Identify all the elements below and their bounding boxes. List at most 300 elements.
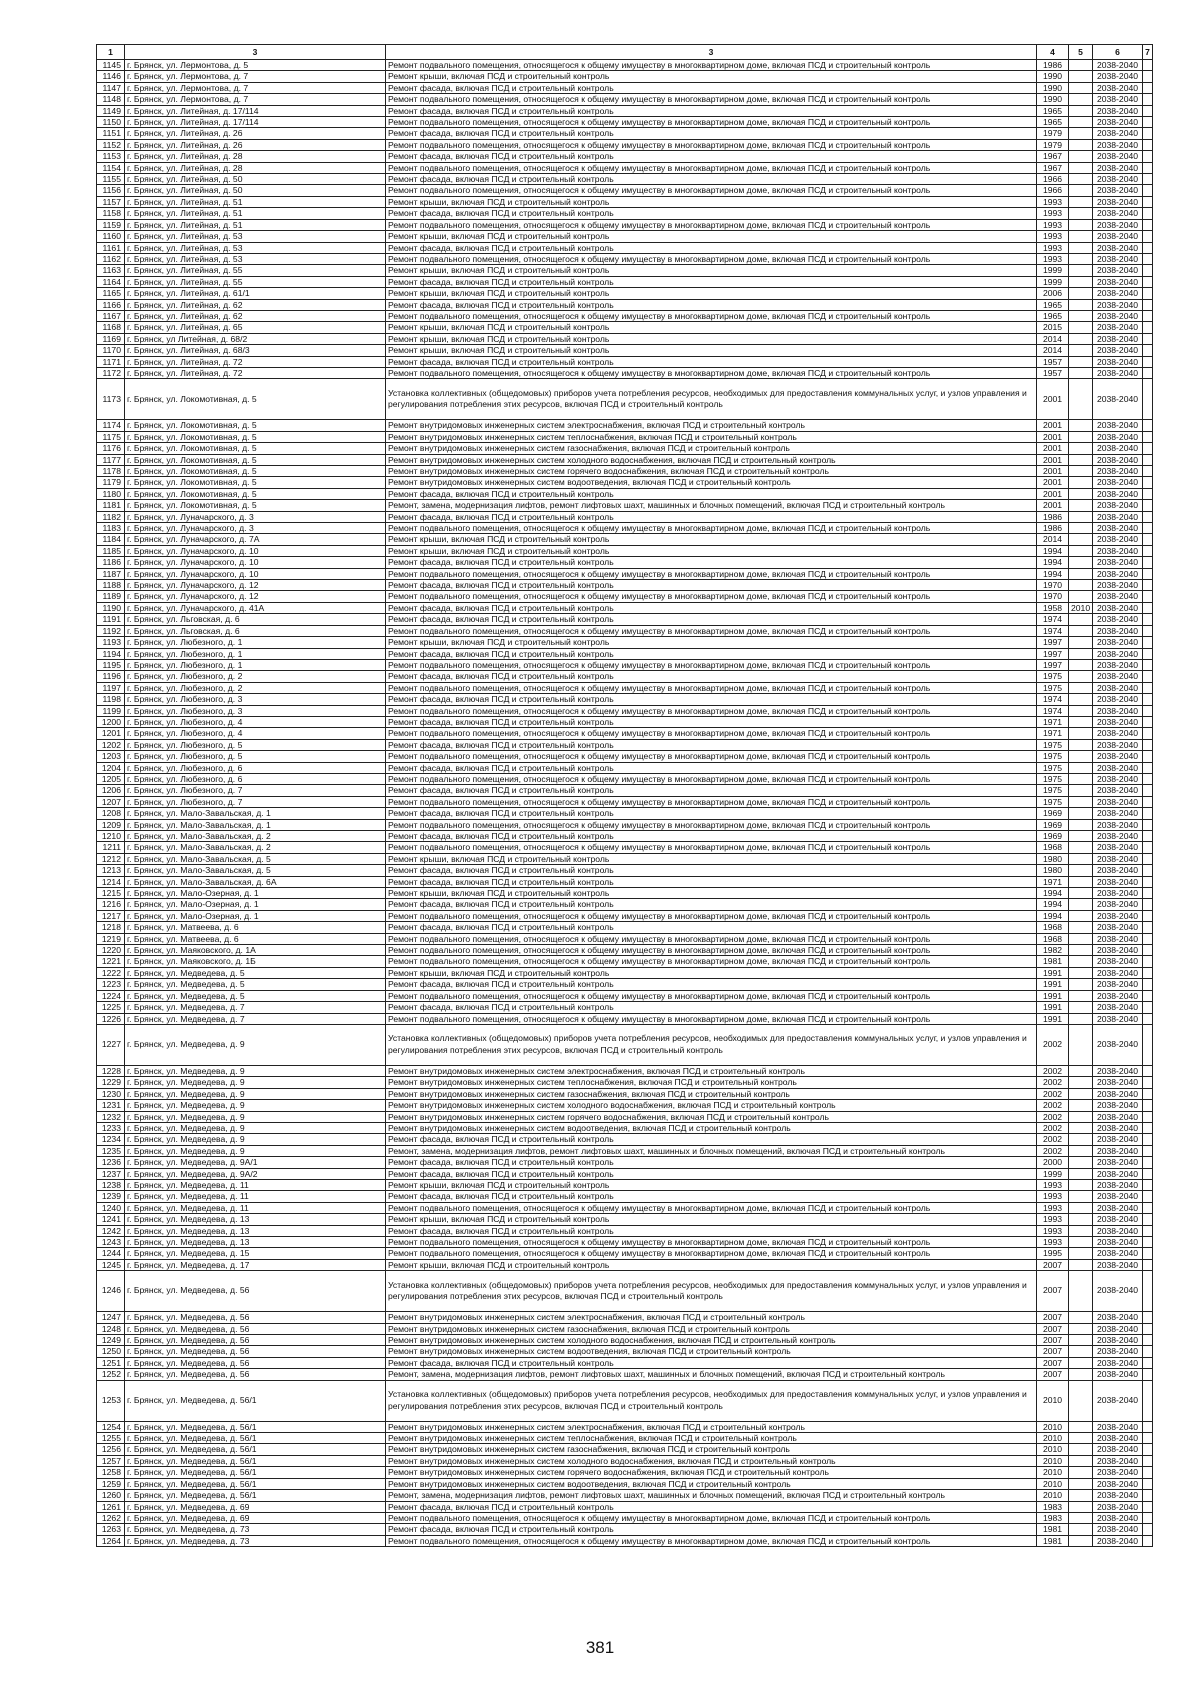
work-type-cell: Ремонт фасада, включая ПСД и строительный контроль bbox=[386, 1134, 1037, 1145]
build-year-cell: 1983 bbox=[1037, 1501, 1069, 1512]
last-repair-year-cell bbox=[1069, 356, 1093, 367]
row-number-cell: 1151 bbox=[97, 128, 125, 139]
address-cell: г. Брянск, ул. Матвеева, д. 6 bbox=[125, 922, 386, 933]
last-repair-year-cell bbox=[1069, 967, 1093, 978]
table-row bbox=[97, 174, 1153, 185]
last-repair-year-cell bbox=[1069, 910, 1093, 921]
address-cell: г. Брянск, ул. Медведева, д. 9 bbox=[125, 1024, 386, 1065]
last-repair-year-cell bbox=[1069, 1271, 1093, 1312]
extra-cell bbox=[1143, 831, 1153, 842]
table-row bbox=[97, 659, 1153, 670]
last-repair-year-cell bbox=[1069, 831, 1093, 842]
last-repair-year-cell bbox=[1069, 1157, 1093, 1168]
row-number-cell: 1218 bbox=[97, 922, 125, 933]
last-repair-year-cell bbox=[1069, 466, 1093, 477]
work-type-cell: Ремонт подвального помещения, относящегося к общему имуществу в многоквартирном доме, включая ПСД и строительный контроль bbox=[386, 1512, 1037, 1523]
row-number-cell: 1145 bbox=[97, 60, 125, 71]
address-cell: г. Брянск, ул. Медведева, д. 11 bbox=[125, 1191, 386, 1202]
extra-cell bbox=[1143, 1111, 1153, 1122]
last-repair-year-cell bbox=[1069, 139, 1093, 150]
extra-cell bbox=[1143, 219, 1153, 230]
build-year-cell: 1991 bbox=[1037, 990, 1069, 1001]
address-cell: г. Брянск, ул. Медведева, д. 56/1 bbox=[125, 1380, 386, 1421]
planned-period-cell: 2038-2040 bbox=[1093, 1088, 1143, 1099]
table-row bbox=[97, 888, 1153, 899]
work-type-cell: Ремонт подвального помещения, относящегося к общему имуществу в многоквартирном доме, включая ПСД и строительный контроль bbox=[386, 591, 1037, 602]
row-number-cell: 1193 bbox=[97, 637, 125, 648]
planned-period-cell: 2038-2040 bbox=[1093, 1179, 1143, 1190]
row-number-cell: 1155 bbox=[97, 174, 125, 185]
build-year-cell: 1971 bbox=[1037, 716, 1069, 727]
extra-cell bbox=[1143, 967, 1153, 978]
extra-cell bbox=[1143, 1100, 1153, 1111]
row-number-cell: 1235 bbox=[97, 1145, 125, 1156]
last-repair-year-cell bbox=[1069, 431, 1093, 442]
row-number-cell: 1219 bbox=[97, 933, 125, 944]
work-type-cell: Ремонт подвального помещения, относящегося к общему имуществу в многоквартирном доме, включая ПСД и строительный контроль bbox=[386, 139, 1037, 150]
extra-cell bbox=[1143, 1369, 1153, 1380]
extra-cell bbox=[1143, 139, 1153, 150]
last-repair-year-cell bbox=[1069, 1145, 1093, 1156]
build-year-cell: 1993 bbox=[1037, 231, 1069, 242]
planned-period-cell: 2038-2040 bbox=[1093, 71, 1143, 82]
extra-cell bbox=[1143, 602, 1153, 613]
last-repair-year-cell bbox=[1069, 1134, 1093, 1145]
build-year-cell: 1968 bbox=[1037, 933, 1069, 944]
row-number-cell: 1214 bbox=[97, 876, 125, 887]
extra-cell bbox=[1143, 208, 1153, 219]
extra-cell bbox=[1143, 910, 1153, 921]
build-year-cell: 1971 bbox=[1037, 728, 1069, 739]
row-number-cell: 1213 bbox=[97, 865, 125, 876]
work-type-cell: Ремонт фасада, включая ПСД и строительный контроль bbox=[386, 1225, 1037, 1236]
build-year-cell: 1993 bbox=[1037, 1225, 1069, 1236]
work-type-cell: Ремонт фасада, включая ПСД и строительный контроль bbox=[386, 1168, 1037, 1179]
work-type-cell: Ремонт фасада, включая ПСД и строительный контроль bbox=[386, 151, 1037, 162]
extra-cell bbox=[1143, 128, 1153, 139]
row-number-cell: 1165 bbox=[97, 288, 125, 299]
address-cell: г. Брянск, ул. Лермонтова, д. 5 bbox=[125, 60, 386, 71]
row-number-cell: 1220 bbox=[97, 945, 125, 956]
row-number-cell: 1178 bbox=[97, 466, 125, 477]
address-cell: г. Брянск, ул. Локомотивная, д. 5 bbox=[125, 431, 386, 442]
table-row bbox=[97, 1478, 1153, 1489]
address-cell: г. Брянск, ул. Любезного, д. 4 bbox=[125, 716, 386, 727]
address-cell: г. Брянск, ул. Медведева, д. 56 bbox=[125, 1369, 386, 1380]
last-repair-year-cell bbox=[1069, 796, 1093, 807]
last-repair-year-cell bbox=[1069, 1077, 1093, 1088]
address-cell: г. Брянск, ул. Любезного, д. 1 bbox=[125, 648, 386, 659]
row-number-cell: 1159 bbox=[97, 219, 125, 230]
build-year-cell: 2014 bbox=[1037, 534, 1069, 545]
last-repair-year-cell bbox=[1069, 162, 1093, 173]
build-year-cell: 1993 bbox=[1037, 242, 1069, 253]
row-number-cell: 1187 bbox=[97, 568, 125, 579]
extra-cell bbox=[1143, 477, 1153, 488]
planned-period-cell: 2038-2040 bbox=[1093, 151, 1143, 162]
row-number-cell: 1226 bbox=[97, 1013, 125, 1024]
table-row bbox=[97, 466, 1153, 477]
build-year-cell: 1967 bbox=[1037, 162, 1069, 173]
planned-period-cell: 2038-2040 bbox=[1093, 602, 1143, 613]
extra-cell bbox=[1143, 716, 1153, 727]
row-number-cell: 1216 bbox=[97, 899, 125, 910]
address-cell: г. Брянск, ул. Мало-Озерная, д. 1 bbox=[125, 910, 386, 921]
work-type-cell: Ремонт внутридомовых инженерных систем водоотведения, включая ПСД и строительный контроль bbox=[386, 1122, 1037, 1133]
planned-period-cell: 2038-2040 bbox=[1093, 1346, 1143, 1357]
planned-period-cell: 2038-2040 bbox=[1093, 625, 1143, 636]
work-type-cell: Ремонт подвального помещения, относящегося к общему имуществу в многоквартирном доме, включая ПСД и строительный контроль bbox=[386, 819, 1037, 830]
extra-cell bbox=[1143, 922, 1153, 933]
build-year-cell: 2002 bbox=[1037, 1111, 1069, 1122]
address-cell: г. Брянск, ул. Литейная, д. 53 bbox=[125, 242, 386, 253]
last-repair-year-cell bbox=[1069, 219, 1093, 230]
build-year-cell: 1969 bbox=[1037, 831, 1069, 842]
row-number-cell: 1204 bbox=[97, 762, 125, 773]
table-row bbox=[97, 625, 1153, 636]
last-repair-year-cell bbox=[1069, 785, 1093, 796]
build-year-cell: 1968 bbox=[1037, 842, 1069, 853]
row-number-cell: 1171 bbox=[97, 356, 125, 367]
table-row bbox=[97, 379, 1153, 420]
row-number-cell: 1211 bbox=[97, 842, 125, 853]
row-number-cell: 1240 bbox=[97, 1202, 125, 1213]
row-number-cell: 1154 bbox=[97, 162, 125, 173]
planned-period-cell: 2038-2040 bbox=[1093, 139, 1143, 150]
work-type-cell: Ремонт фасада, включая ПСД и строительный контроль bbox=[386, 1501, 1037, 1512]
last-repair-year-cell bbox=[1069, 580, 1093, 591]
extra-cell bbox=[1143, 705, 1153, 716]
build-year-cell: 1981 bbox=[1037, 1535, 1069, 1546]
address-cell: г. Брянск, ул. Медведева, д. 56/1 bbox=[125, 1478, 386, 1489]
last-repair-year-cell bbox=[1069, 1467, 1093, 1478]
row-number-cell: 1179 bbox=[97, 477, 125, 488]
planned-period-cell: 2038-2040 bbox=[1093, 967, 1143, 978]
planned-period-cell: 2038-2040 bbox=[1093, 1357, 1143, 1368]
last-repair-year-cell bbox=[1069, 500, 1093, 511]
address-cell: г. Брянск, ул. Локомотивная, д. 5 bbox=[125, 420, 386, 431]
work-type-cell: Ремонт внутридомовых инженерных систем газоснабжения, включая ПСД и строительный контроль bbox=[386, 443, 1037, 454]
last-repair-year-cell bbox=[1069, 705, 1093, 716]
table-row bbox=[97, 196, 1153, 207]
address-cell: г. Брянск, ул. Локомотивная, д. 5 bbox=[125, 488, 386, 499]
table-row bbox=[97, 242, 1153, 253]
build-year-cell: 2007 bbox=[1037, 1259, 1069, 1270]
extra-cell bbox=[1143, 1122, 1153, 1133]
address-cell: г. Брянск, ул. Медведева, д. 56/1 bbox=[125, 1490, 386, 1501]
planned-period-cell: 2038-2040 bbox=[1093, 1237, 1143, 1248]
row-number-cell: 1222 bbox=[97, 967, 125, 978]
row-number-cell: 1146 bbox=[97, 71, 125, 82]
table-row bbox=[97, 557, 1153, 568]
last-repair-year-cell bbox=[1069, 1168, 1093, 1179]
last-repair-year-cell bbox=[1069, 196, 1093, 207]
row-number-cell: 1163 bbox=[97, 265, 125, 276]
row-number-cell: 1181 bbox=[97, 500, 125, 511]
extra-cell bbox=[1143, 1271, 1153, 1312]
build-year-cell: 1970 bbox=[1037, 580, 1069, 591]
table-row bbox=[97, 1111, 1153, 1122]
planned-period-cell: 2038-2040 bbox=[1093, 105, 1143, 116]
extra-cell bbox=[1143, 1478, 1153, 1489]
last-repair-year-cell bbox=[1069, 1259, 1093, 1270]
table-row bbox=[97, 945, 1153, 956]
planned-period-cell: 2038-2040 bbox=[1093, 842, 1143, 853]
work-type-cell: Ремонт подвального помещения, относящегося к общему имуществу в многоквартирном доме, включая ПСД и строительный контроль bbox=[386, 773, 1037, 784]
row-number-cell: 1250 bbox=[97, 1346, 125, 1357]
extra-cell bbox=[1143, 819, 1153, 830]
row-number-cell: 1199 bbox=[97, 705, 125, 716]
planned-period-cell: 2038-2040 bbox=[1093, 1024, 1143, 1065]
extra-cell bbox=[1143, 1535, 1153, 1546]
last-repair-year-cell bbox=[1069, 614, 1093, 625]
planned-period-cell: 2038-2040 bbox=[1093, 739, 1143, 750]
row-number-cell: 1223 bbox=[97, 979, 125, 990]
extra-cell bbox=[1143, 1467, 1153, 1478]
planned-period-cell: 2038-2040 bbox=[1093, 888, 1143, 899]
table-row bbox=[97, 288, 1153, 299]
last-repair-year-cell bbox=[1069, 488, 1093, 499]
table-row bbox=[97, 94, 1153, 105]
last-repair-year-cell bbox=[1069, 185, 1093, 196]
table-row bbox=[97, 694, 1153, 705]
last-repair-year-cell bbox=[1069, 728, 1093, 739]
address-cell: г. Брянск, ул. Любезного, д. 3 bbox=[125, 705, 386, 716]
planned-period-cell: 2038-2040 bbox=[1093, 580, 1143, 591]
build-year-cell: 1975 bbox=[1037, 682, 1069, 693]
address-cell: г. Брянск, ул. Мало-Озерная, д. 1 bbox=[125, 899, 386, 910]
build-year-cell: 2001 bbox=[1037, 443, 1069, 454]
work-type-cell: Ремонт фасада, включая ПСД и строительный контроль bbox=[386, 1002, 1037, 1013]
planned-period-cell: 2038-2040 bbox=[1093, 648, 1143, 659]
build-year-cell: 1967 bbox=[1037, 151, 1069, 162]
row-number-cell: 1231 bbox=[97, 1100, 125, 1111]
extra-cell bbox=[1143, 682, 1153, 693]
extra-cell bbox=[1143, 488, 1153, 499]
table-row bbox=[97, 580, 1153, 591]
last-repair-year-cell bbox=[1069, 1248, 1093, 1259]
extra-cell bbox=[1143, 356, 1153, 367]
table-row bbox=[97, 808, 1153, 819]
table-row bbox=[97, 322, 1153, 333]
table-row bbox=[97, 648, 1153, 659]
last-repair-year-cell bbox=[1069, 94, 1093, 105]
planned-period-cell: 2038-2040 bbox=[1093, 922, 1143, 933]
planned-period-cell: 2038-2040 bbox=[1093, 705, 1143, 716]
extra-cell bbox=[1143, 253, 1153, 264]
work-type-cell: Ремонт крыши, включая ПСД и строительный контроль bbox=[386, 71, 1037, 82]
table-row bbox=[97, 1088, 1153, 1099]
work-type-cell: Ремонт внутридомовых инженерных систем газоснабжения, включая ПСД и строительный контроль bbox=[386, 1088, 1037, 1099]
row-number-cell: 1149 bbox=[97, 105, 125, 116]
table-row bbox=[97, 534, 1153, 545]
work-type-cell: Ремонт фасада, включая ПСД и строительный контроль bbox=[386, 716, 1037, 727]
header-cell: 5 bbox=[1069, 45, 1093, 60]
extra-cell bbox=[1143, 637, 1153, 648]
build-year-cell: 2002 bbox=[1037, 1024, 1069, 1065]
work-type-cell: Ремонт внутридомовых инженерных систем электроснабжения, включая ПСД и строительный контроль bbox=[386, 420, 1037, 431]
last-repair-year-cell bbox=[1069, 739, 1093, 750]
row-number-cell: 1157 bbox=[97, 196, 125, 207]
extra-cell bbox=[1143, 454, 1153, 465]
build-year-cell: 1993 bbox=[1037, 219, 1069, 230]
work-type-cell: Ремонт фасада, включая ПСД и строительный контроль bbox=[386, 511, 1037, 522]
planned-period-cell: 2038-2040 bbox=[1093, 933, 1143, 944]
table-row bbox=[97, 762, 1153, 773]
address-cell: г. Брянск, ул. Локомотивная, д. 5 bbox=[125, 454, 386, 465]
work-type-cell: Ремонт, замена, модернизация лифтов, ремонт лифтовых шахт, машинных и блочных помещений, включая ПСД и строительный контроль bbox=[386, 500, 1037, 511]
last-repair-year-cell bbox=[1069, 443, 1093, 454]
address-cell: г. Брянск, ул. Любезного, д. 1 bbox=[125, 637, 386, 648]
address-cell: г. Брянск, ул. Медведева, д. 56/1 bbox=[125, 1421, 386, 1432]
last-repair-year-cell bbox=[1069, 523, 1093, 534]
extra-cell bbox=[1143, 1335, 1153, 1346]
last-repair-year-cell bbox=[1069, 242, 1093, 253]
last-repair-year-cell bbox=[1069, 128, 1093, 139]
extra-cell bbox=[1143, 71, 1153, 82]
work-type-cell: Ремонт подвального помещения, относящегося к общему имуществу в многоквартирном доме, включая ПСД и строительный контроль bbox=[386, 1202, 1037, 1213]
planned-period-cell: 2038-2040 bbox=[1093, 694, 1143, 705]
build-year-cell: 2007 bbox=[1037, 1323, 1069, 1334]
build-year-cell: 1993 bbox=[1037, 1191, 1069, 1202]
work-type-cell: Ремонт фасада, включая ПСД и строительный контроль bbox=[386, 808, 1037, 819]
table-row bbox=[97, 253, 1153, 264]
work-type-cell: Ремонт внутридомовых инженерных систем теплоснабжения, включая ПСД и строительный контроль bbox=[386, 431, 1037, 442]
row-number-cell: 1212 bbox=[97, 853, 125, 864]
row-number-cell: 1253 bbox=[97, 1380, 125, 1421]
planned-period-cell: 2038-2040 bbox=[1093, 162, 1143, 173]
table-row bbox=[97, 310, 1153, 321]
planned-period-cell: 2038-2040 bbox=[1093, 333, 1143, 344]
table-row bbox=[97, 1512, 1153, 1523]
address-cell: г. Брянск, ул. Литейная, д. 26 bbox=[125, 139, 386, 150]
extra-cell bbox=[1143, 865, 1153, 876]
extra-cell bbox=[1143, 265, 1153, 276]
address-cell: г. Брянск, ул. Лермонтова, д. 7 bbox=[125, 71, 386, 82]
table-row bbox=[97, 853, 1153, 864]
table-row bbox=[97, 1490, 1153, 1501]
table-row bbox=[97, 185, 1153, 196]
row-number-cell: 1170 bbox=[97, 345, 125, 356]
table-row bbox=[97, 105, 1153, 116]
address-cell: г. Брянск, ул. Литейная, д. 51 bbox=[125, 196, 386, 207]
work-type-cell: Ремонт фасада, включая ПСД и строительный контроль bbox=[386, 580, 1037, 591]
build-year-cell: 2000 bbox=[1037, 1157, 1069, 1168]
planned-period-cell: 2038-2040 bbox=[1093, 1524, 1143, 1535]
extra-cell bbox=[1143, 299, 1153, 310]
row-number-cell: 1252 bbox=[97, 1369, 125, 1380]
planned-period-cell: 2038-2040 bbox=[1093, 773, 1143, 784]
work-type-cell: Ремонт фасада, включая ПСД и строительный контроль bbox=[386, 1357, 1037, 1368]
last-repair-year-cell bbox=[1069, 1335, 1093, 1346]
last-repair-year-cell bbox=[1069, 477, 1093, 488]
address-cell: г. Брянск, ул. Медведева, д. 9А/1 bbox=[125, 1157, 386, 1168]
row-number-cell: 1184 bbox=[97, 534, 125, 545]
build-year-cell: 2007 bbox=[1037, 1357, 1069, 1368]
table-row bbox=[97, 1421, 1153, 1432]
last-repair-year-cell bbox=[1069, 568, 1093, 579]
last-repair-year-cell bbox=[1069, 762, 1093, 773]
extra-cell bbox=[1143, 105, 1153, 116]
row-number-cell: 1164 bbox=[97, 276, 125, 287]
extra-cell bbox=[1143, 1024, 1153, 1065]
extra-cell bbox=[1143, 1002, 1153, 1013]
address-cell: г. Брянск, ул. Локомотивная, д. 5 bbox=[125, 477, 386, 488]
table-row bbox=[97, 231, 1153, 242]
row-number-cell: 1186 bbox=[97, 557, 125, 568]
address-cell: г. Брянск, ул. Литейная, д. 53 bbox=[125, 253, 386, 264]
work-type-cell: Ремонт фасада, включая ПСД и строительный контроль bbox=[386, 105, 1037, 116]
address-cell: г. Брянск, ул. Лермонтова, д. 7 bbox=[125, 82, 386, 93]
build-year-cell: 2001 bbox=[1037, 466, 1069, 477]
table-row bbox=[97, 1467, 1153, 1478]
last-repair-year-cell bbox=[1069, 842, 1093, 853]
row-number-cell: 1173 bbox=[97, 379, 125, 420]
table-row bbox=[97, 910, 1153, 921]
row-number-cell: 1195 bbox=[97, 659, 125, 670]
planned-period-cell: 2038-2040 bbox=[1093, 1433, 1143, 1444]
planned-period-cell: 2038-2040 bbox=[1093, 265, 1143, 276]
planned-period-cell: 2038-2040 bbox=[1093, 751, 1143, 762]
last-repair-year-cell bbox=[1069, 1237, 1093, 1248]
extra-cell bbox=[1143, 1179, 1153, 1190]
extra-cell bbox=[1143, 420, 1153, 431]
table-row bbox=[97, 739, 1153, 750]
planned-period-cell: 2038-2040 bbox=[1093, 1002, 1143, 1013]
row-number-cell: 1232 bbox=[97, 1111, 125, 1122]
build-year-cell: 1969 bbox=[1037, 808, 1069, 819]
build-year-cell: 2002 bbox=[1037, 1122, 1069, 1133]
table-row bbox=[97, 967, 1153, 978]
row-number-cell: 1233 bbox=[97, 1122, 125, 1133]
address-cell: г. Брянск, ул. Любезного, д. 3 bbox=[125, 694, 386, 705]
work-type-cell: Ремонт фасада, включая ПСД и строительный контроль bbox=[386, 865, 1037, 876]
address-cell: г. Брянск, ул. Луначарского, д. 10 bbox=[125, 557, 386, 568]
last-repair-year-cell bbox=[1069, 1380, 1093, 1421]
extra-cell bbox=[1143, 1225, 1153, 1236]
last-repair-year-cell bbox=[1069, 511, 1093, 522]
address-cell: г. Брянск, ул. Матвеева, д. 6 bbox=[125, 933, 386, 944]
extra-cell bbox=[1143, 739, 1153, 750]
row-number-cell: 1176 bbox=[97, 443, 125, 454]
table-row bbox=[97, 545, 1153, 556]
extra-cell bbox=[1143, 568, 1153, 579]
address-cell: г. Брянск, ул. Любезного, д. 7 bbox=[125, 796, 386, 807]
table-row bbox=[97, 716, 1153, 727]
planned-period-cell: 2038-2040 bbox=[1093, 466, 1143, 477]
build-year-cell: 2007 bbox=[1037, 1346, 1069, 1357]
work-type-cell: Ремонт подвального помещения, относящегося к общему имуществу в многоквартирном доме, включая ПСД и строительный контроль bbox=[386, 185, 1037, 196]
build-year-cell: 2001 bbox=[1037, 454, 1069, 465]
build-year-cell: 1957 bbox=[1037, 367, 1069, 378]
extra-cell bbox=[1143, 1346, 1153, 1357]
extra-cell bbox=[1143, 185, 1153, 196]
build-year-cell: 2002 bbox=[1037, 1065, 1069, 1076]
planned-period-cell: 2038-2040 bbox=[1093, 82, 1143, 93]
work-type-cell: Ремонт фасада, включая ПСД и строительный контроль bbox=[386, 922, 1037, 933]
work-type-cell: Ремонт подвального помещения, относящегося к общему имуществу в многоквартирном доме, включая ПСД и строительный контроль bbox=[386, 310, 1037, 321]
row-number-cell: 1243 bbox=[97, 1237, 125, 1248]
table-row bbox=[97, 523, 1153, 534]
header-cell: 7 bbox=[1143, 45, 1153, 60]
row-number-cell: 1230 bbox=[97, 1088, 125, 1099]
last-repair-year-cell bbox=[1069, 1512, 1093, 1523]
build-year-cell: 1995 bbox=[1037, 1248, 1069, 1259]
row-number-cell: 1245 bbox=[97, 1259, 125, 1270]
address-cell: г. Брянск, ул. Маяковского, д. 1А bbox=[125, 945, 386, 956]
table-row bbox=[97, 865, 1153, 876]
planned-period-cell: 2038-2040 bbox=[1093, 185, 1143, 196]
